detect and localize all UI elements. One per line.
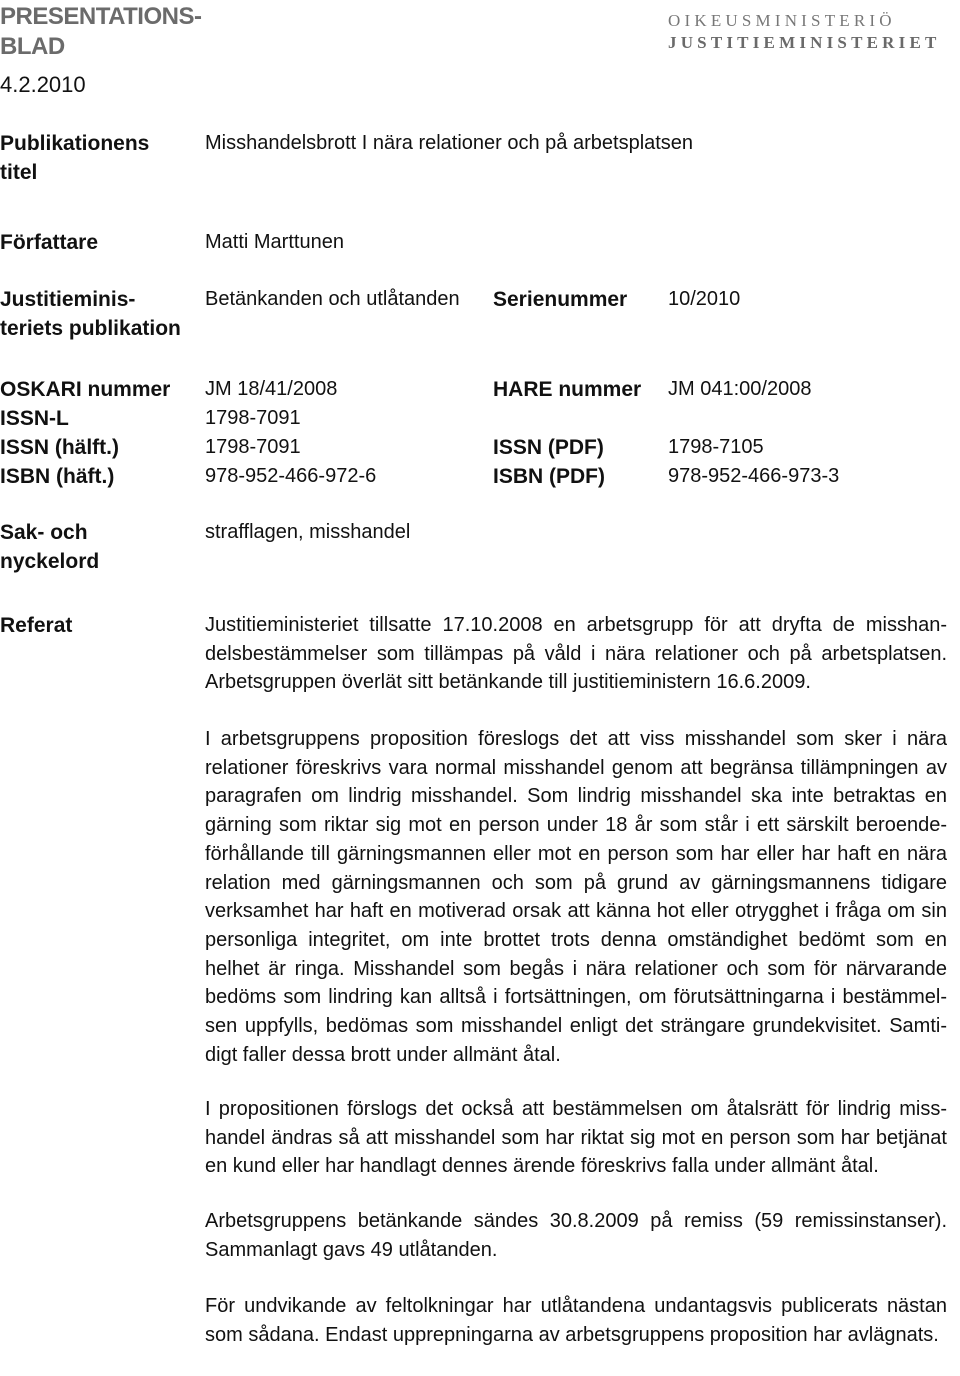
hare-value: JM 041:00/2008 xyxy=(668,378,812,400)
publication-value: Betänkanden och utlåtanden xyxy=(205,288,460,310)
isbn-pdf-value: 978-952-466-973-3 xyxy=(668,465,840,487)
title-value: Misshandelsbrott I nära relationer och på arbetsplatsen xyxy=(205,132,694,154)
document-type-heading: PRESENTATIONS- BLAD xyxy=(0,3,202,60)
abstract-paragraph: I arbetsgruppens proposition föreslogs det att viss misshandel som sker i nära relationer föreskrivs vara normal misshandel genom att begränsa tillämpningen av paragrafen om lindrig misshandel. Som lindrig misshandel ska inte betraktas en gärning som riktar sig mot en person under 18 år som står i ett särskilt beroendeförhållande till gärningsmannen eller mot en person som har eller har haft en nära relation med gärningsmannen och som på grund av gärningsmannens tidigare verksamhet har haft en motiverad orsak att känna hot eller otrygghet i fråga om sin personliga integritet, om inte brottet trots denna omständighet bedömt som en helhet är ringa. Misshandel som begås i nära relationer och som för närvarande bedöms som lindring kan alltså i fortsättningen, om förutsättningarna i bestämmelsen uppfylls, bedömas som misshandel enligt det strängare grundekvisitet. Samtidigt faller dessa brott under allmänt åtal. xyxy=(205,728,947,1066)
ministry-name-sv: JUSTITIEMINISTERIET xyxy=(668,33,941,52)
abstract-paragraph: För undvikande av feltolkningar har utlåtandena undantagsvis publicerats nästan som sådana. Endast upprepningarna av arbetsgruppens proposition har avlägnats. xyxy=(205,1295,947,1346)
abstract-paragraph: I propositionen förslogs det också att bestämmelsen om åtalsrätt för lindrig misshandel ändras så att misshandel som har riktat sig mot en person som har betjänat en kund eller har handlagt dennes ärende föreskrivs falla under allmänt åtal. xyxy=(205,1098,947,1178)
series-label: Serienummer xyxy=(493,288,628,311)
oskari-label: OSKARI nummer xyxy=(0,378,171,401)
issn-print-value: 1798-7091 xyxy=(205,436,301,458)
oskari-value: JM 18/41/2008 xyxy=(205,378,338,400)
title-label: Publikationens titel xyxy=(0,132,150,184)
author-value: Matti Marttunen xyxy=(205,231,344,253)
issn-print-label: ISSN (hälft.) xyxy=(0,436,119,459)
document-date: 4.2.2010 xyxy=(0,72,86,97)
isbn-pdf-label: ISBN (PDF) xyxy=(493,465,605,488)
keywords-value: strafflagen, misshandel xyxy=(205,521,411,543)
issn-pdf-value: 1798-7105 xyxy=(668,436,764,458)
publication-label: Justitieminis- teriets publikation xyxy=(0,288,181,340)
issn-l-value: 1798-7091 xyxy=(205,407,301,429)
author-label: Författare xyxy=(0,231,99,254)
issn-pdf-label: ISSN (PDF) xyxy=(493,436,604,459)
abstract-paragraph: Arbetsgruppens betänkande sändes 30.8.2009 på remiss (59 remissinstanser). Sammanlagt gavs 49 utlåtanden. xyxy=(205,1210,947,1261)
isbn-print-label: ISBN (häft.) xyxy=(0,465,115,488)
ministry-name-fi: OIKEUSMINISTERIÖ xyxy=(668,11,896,30)
series-value: 10/2010 xyxy=(668,288,741,310)
isbn-print-value: 978-952-466-972-6 xyxy=(205,465,377,487)
keywords-label: Sak- och nyckelord xyxy=(0,521,100,573)
ministry-logo xyxy=(668,10,958,54)
issn-l-label: ISSN-L xyxy=(0,407,69,430)
abstract-label: Referat xyxy=(0,614,73,637)
abstract-paragraph: Justitieministeriet tillsatte 17.10.2008 en arbetsgrupp för att dryfta de misshandelsbestämmelser som tillämpas på våld i nära relationer och på arbetsplatsen. Arbetsgruppen överlät sitt betänkande till justitieministern 16.6.2009. xyxy=(205,614,947,694)
hare-label: HARE nummer xyxy=(493,378,642,401)
